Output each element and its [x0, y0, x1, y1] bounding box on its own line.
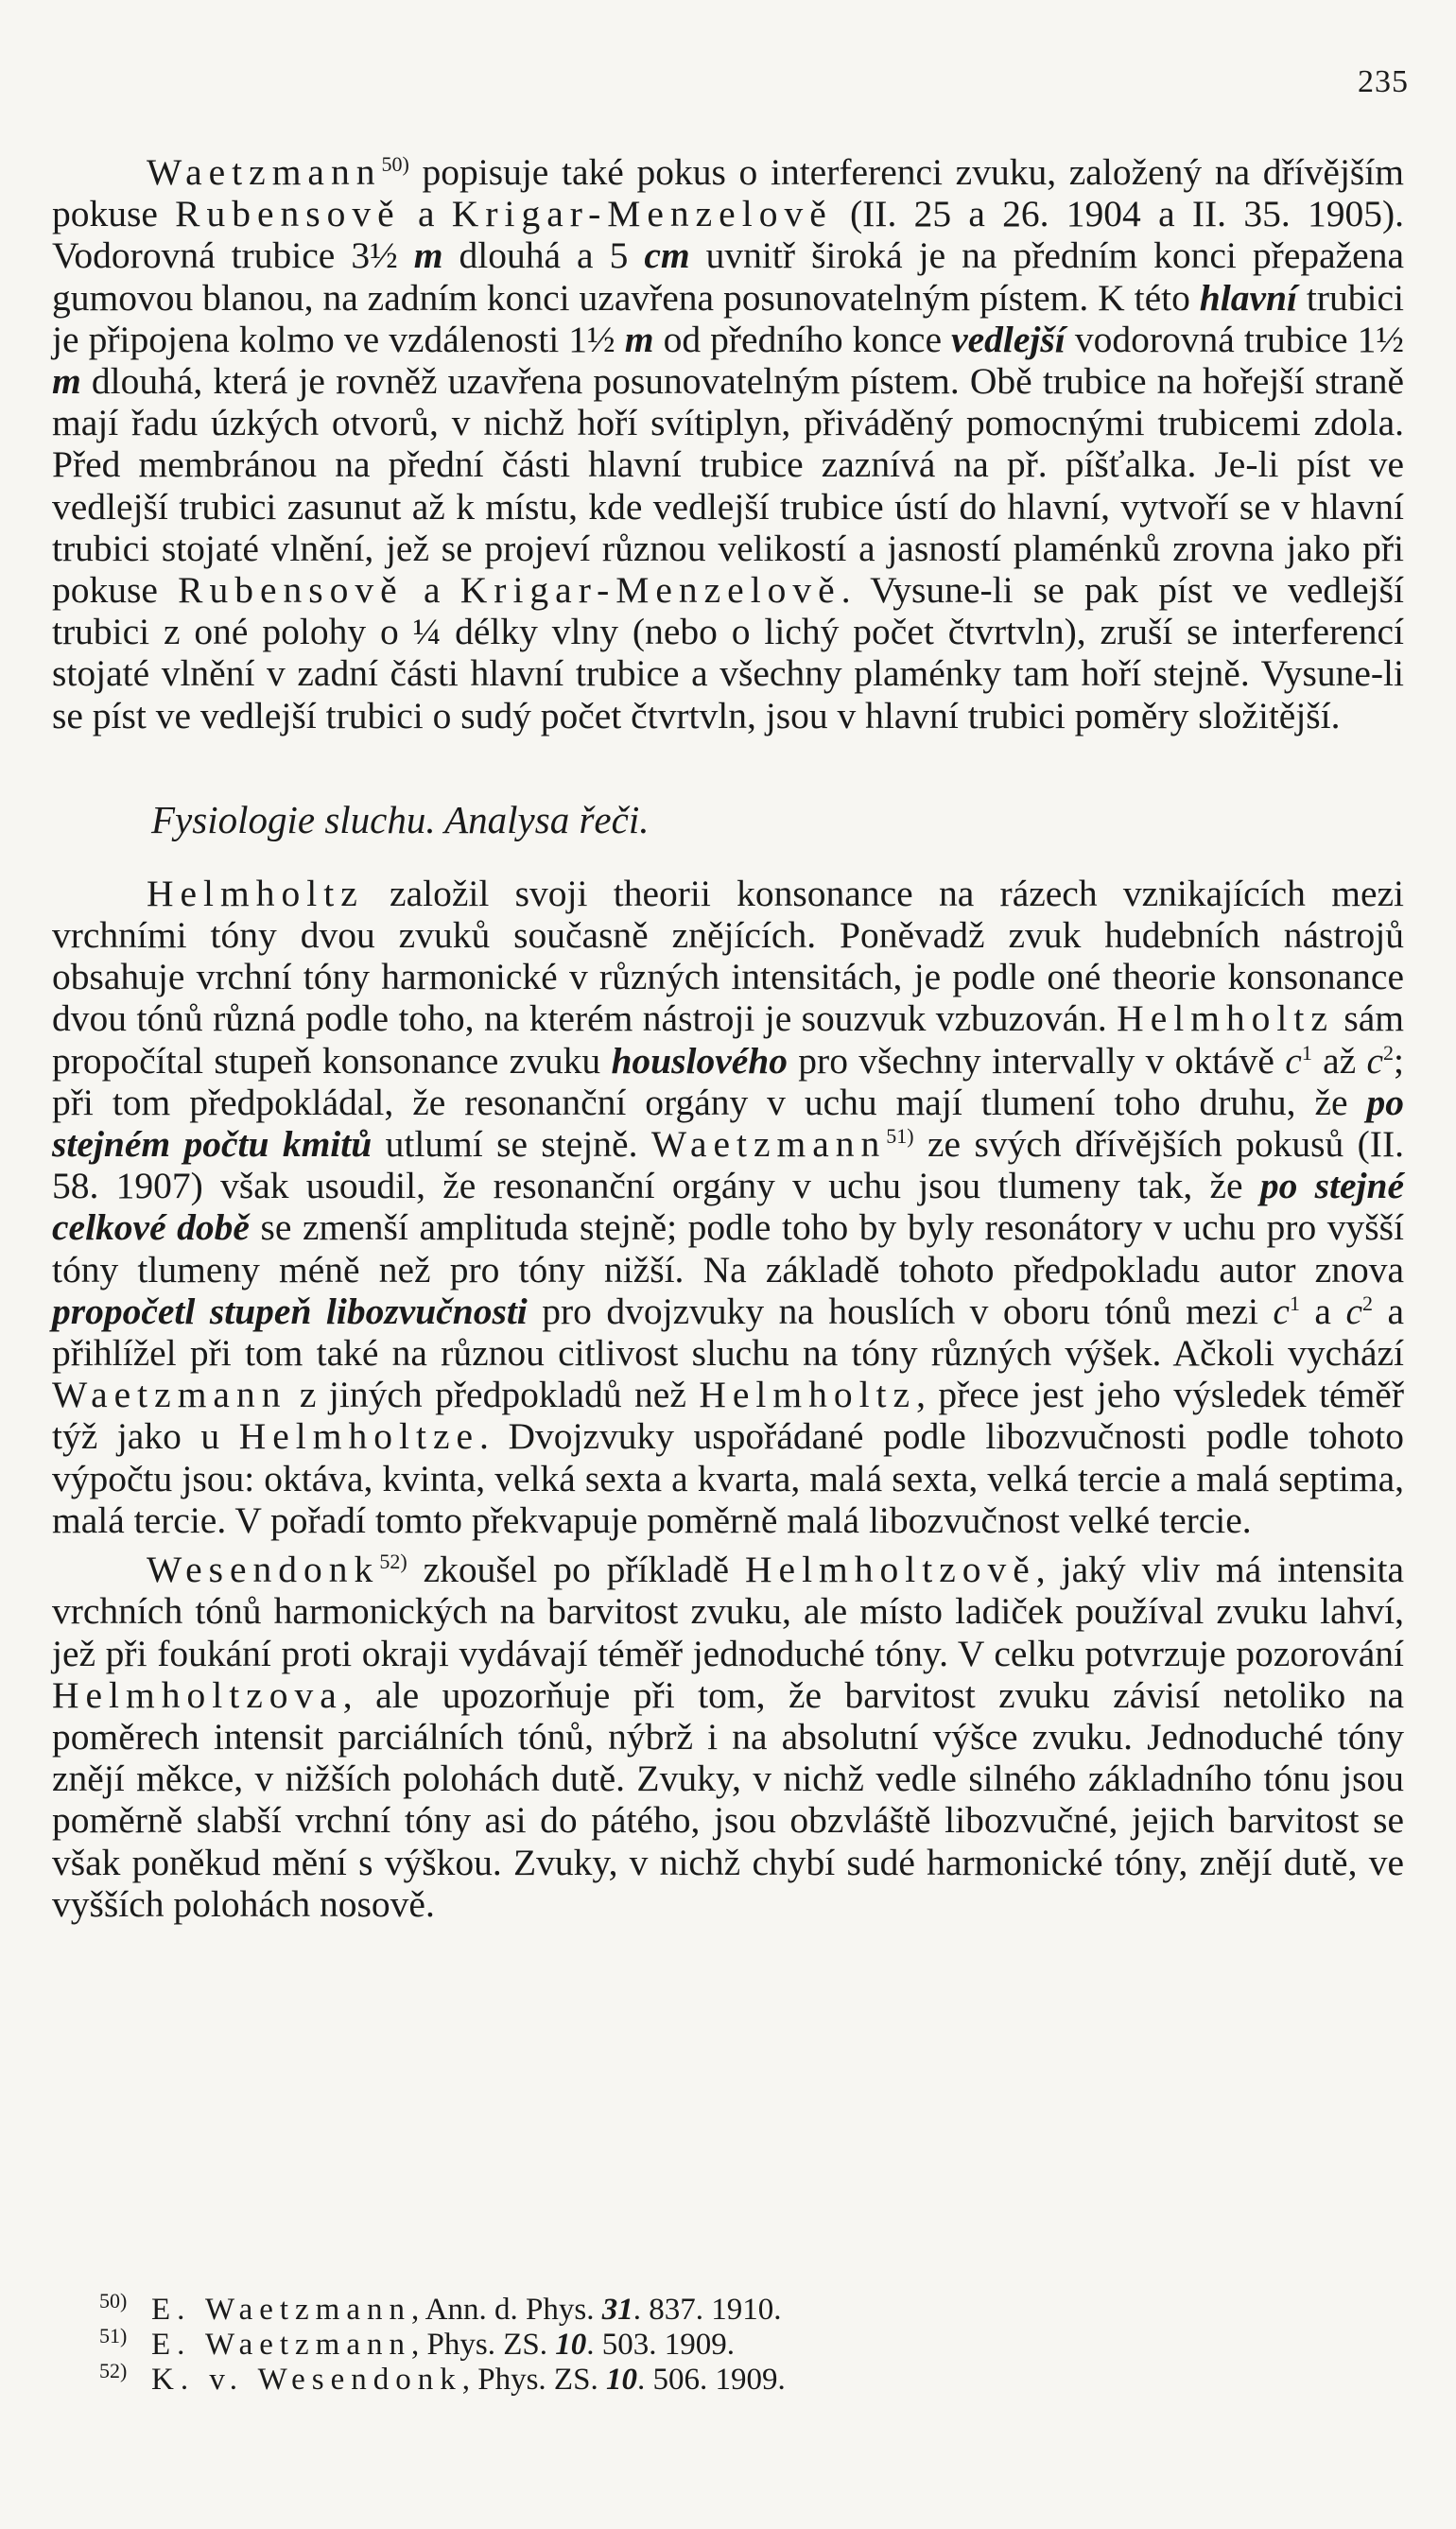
text-run: a [403, 569, 460, 612]
paragraph-timbre [52, 1549, 1404, 1925]
emphasis: houslového [611, 1039, 789, 1082]
footnote-mark: 50) [99, 2289, 128, 2312]
footnote-volume: 31 [601, 2293, 633, 2327]
author-name: Helmholtz [1117, 997, 1334, 1040]
author-name: Waetzmann [650, 1123, 887, 1166]
author-name: Rubensově [175, 193, 401, 235]
text-run: dlouhá, která je rovněž uzavřena posunovatelným pístem. Obě trubice na hořejší straně mají řadu úzkých otvorů, v nichž hoří svítiplyn, přiváděný pomocnými trubicemi zdola. Před membránou na přední části hlavní trubice zaznívá na př. píšťalka. Je-li píst ve vedlejší trubici zasunut až k místu, kde vedlejší trubice ústí do hlavní, vytvoří se v hlavní trubici stojaté vlnění, jež se projeví různou velikostí a jasností plaménků zrovna jako při pokuse [52, 360, 1404, 612]
emphasis: vedlejší [951, 318, 1066, 360]
text-run: sám propočítal stupeň konsonance zvuku [52, 997, 1404, 1082]
footnote-mark: 51) [99, 2324, 128, 2347]
text-run: , jaký vliv má intensita vrchních tónů harmonických na barvitost zvuku, ale místo ladiček používal zvuku lahví, jež při foukání proti okraji vydávají téměř jednoduché tóny. V celku potvrzuje pozorování [52, 1549, 1405, 1674]
footnote [52, 2359, 1404, 2398]
text-run: . 506. 1909. [636, 2363, 786, 2397]
footnote [52, 2324, 1404, 2363]
text-run: ze svých dřívějších pokusů (II. 58. 1907) však usoudil, že resonanční orgány v uchu jsou tlumeny tak, že [52, 1123, 1404, 1207]
author-name: Helmholtz [147, 872, 364, 914]
text-run: a [1299, 1290, 1346, 1332]
note-index: 1 [1289, 1290, 1300, 1315]
footnote-volume: 10 [555, 2328, 587, 2362]
text-run: se zmenší amplituda stejně; podle toho by byly resonátory v uchu pro vyšší tóny tlumeny méně než pro tóny nižší. Na základě tohoto předpokladu autor znova [52, 1206, 1404, 1290]
text-run: (II. 25 a 26. 1904 a II. 35. 1905). Vodorovná trubice 3½ [52, 193, 1404, 277]
emphasis: po stejné celkové době [52, 1165, 1404, 1249]
text-run: vodorovná trubice 1½ [1065, 318, 1404, 360]
author-name: Rubensově [178, 569, 404, 612]
emphasis: hlavní [1199, 276, 1297, 319]
unit: cm [644, 234, 690, 277]
unit: m [413, 234, 443, 277]
page-number: 235 [1358, 64, 1409, 99]
text-run: ; při tom předpokládal, že resonanční orgány v uchu mají tlumení toho druhu, že [52, 1039, 1404, 1123]
footnote-author: E. Waetzmann [151, 2293, 411, 2327]
author-name: Krigar-Menzelově [459, 569, 841, 612]
body-text [52, 151, 1404, 1925]
footnote-ref: 52) [379, 1549, 407, 1573]
text-run: dlouhá a 5 [442, 234, 645, 277]
text-run: zkoušel po příkladě [407, 1549, 746, 1591]
text-run: pro všechny intervally v oktávě [788, 1039, 1286, 1082]
author-name: Helmholtze [238, 1415, 480, 1458]
unit: m [624, 318, 654, 360]
note-index: 2 [1383, 1040, 1395, 1065]
text-run: , ale upozorňuje při tom, že barvitost zvuku závisí netoliko na poměrech intensit parciálních tónů, nýbrž i na absolutní výšce zvuku. Jednoduché tóny znějí měkce, v nižších polohách dutě. Zvuky, v nichž vedle silného základního tónu jsou poměrně slabší vrchní tóny asi do pátého, jsou obzvláště libozvučné, jejich barvitost se však poněkud mění s výškou. Zvuky, v nichž chybí sudé harmonické tóny, znějí dutě, ve vyšších polohách nosově. [52, 1673, 1404, 1925]
note-symbol: c [1285, 1039, 1302, 1082]
footnote-volume: 10 [605, 2363, 637, 2397]
note-index: 2 [1361, 1290, 1373, 1315]
footnote-author: E. Waetzmann [151, 2328, 411, 2362]
note-symbol: c [1366, 1039, 1384, 1082]
author-name: Helmholtzově [745, 1549, 1036, 1591]
author-name: Waetzmann [147, 151, 382, 193]
emphasis: propočetl stupeň libozvučnosti [52, 1290, 528, 1332]
footnote-ref: 50) [381, 151, 409, 176]
text-run: , Phys. ZS. [411, 2328, 556, 2362]
text-run: . 837. 1910. [633, 2293, 782, 2327]
note-index: 1 [1301, 1040, 1312, 1065]
text-run: . Vysune-li se pak píst ve vedlejší trubici z oné polohy o ¼ délky vlny (nebo o lichý počet čtvrtvln), zruší se interferencí stojaté vlnění v zadní části hlavní trubice a všechny plaménky tam hoří stejně. Vysune-li se píst ve vedlejší trubici o sudý počet čtvrtvln, jsou v hlavní trubici poměry složitější. [52, 569, 1404, 736]
unit: m [52, 360, 81, 403]
section-heading: Fysiologie sluchu. Analysa řeči. [151, 797, 650, 841]
author-name: Krigar-Menzelově [451, 193, 833, 235]
text-run: utlumí se stejně. [372, 1123, 651, 1166]
text-run: , přece jest jeho výsledek téměř týž jako u [52, 1374, 1404, 1458]
note-symbol: c [1345, 1290, 1362, 1332]
text-run: , Ann. d. Phys. [411, 2293, 602, 2327]
text-run: pro dvojzvuky na houslích v oboru tónů mezi [527, 1290, 1274, 1332]
text-run: a [400, 193, 452, 235]
footnote [52, 2289, 1404, 2328]
text-run: trubici je připojena kolmo ve vzdálenosti 1½ [52, 276, 1404, 360]
author-name: Helmholtzova [52, 1673, 343, 1716]
text-run: od předního konce [653, 318, 952, 360]
text-run: uvnitř široká je na předním konci přepažena gumovou blanou, na zadním konci uzavřena posunovatelným pístem. K této [52, 234, 1404, 319]
text-run: a přihlížel při tom také na různou citlivost sluchu na tóny různých výšek. Ačkoli vychází [52, 1290, 1404, 1375]
author-name: Waetzmann [52, 1374, 287, 1416]
text-run: založil svoji theorii konsonance na rázech vznikajících mezi vrchními tóny dvou zvuků současně znějících. Poněvadž zvuk hudebních nástrojů obsahuje vrchní tóny harmonické v různých intensitách, je podle oné theorie konsonance dvou tónů různá podle toho, na kterém nástroji je souzvuk vzbuzován. [52, 872, 1404, 1040]
text-run: popisuje také pokus o interferenci zvuku, založený na dřívějším pokuse [52, 151, 1404, 235]
note-symbol: c [1273, 1290, 1290, 1332]
paragraph-interference [52, 151, 1404, 736]
author-name: Helmholtz [699, 1374, 917, 1416]
text-run: . 503. 1909. [586, 2328, 735, 2362]
footnotes [52, 2289, 1404, 2398]
text-run: , Phys. ZS. [461, 2363, 606, 2397]
paragraph-consonance [52, 873, 1404, 1541]
text-run: . Dvojzvuky uspořádané podle libozvučnosti podle tohoto výpočtu jsou: oktáva, kvinta, velká sexta a kvarta, malá sexta, velká tercie a malá septima, malá tercie. V pořadí tomto překvapuje poměrně malá libozvučnost velké tercie. [52, 1415, 1405, 1541]
text-run: z jiných předpokladů než [286, 1374, 700, 1416]
text-run: až [1311, 1039, 1367, 1082]
footnote-ref: 51) [886, 1123, 914, 1148]
footnote-mark: 52) [99, 2359, 128, 2382]
author-name: Wesendonk [147, 1549, 380, 1591]
footnote-author: K. v. Wesendonk [151, 2363, 462, 2397]
emphasis: po stejném počtu kmitů [52, 1081, 1404, 1166]
